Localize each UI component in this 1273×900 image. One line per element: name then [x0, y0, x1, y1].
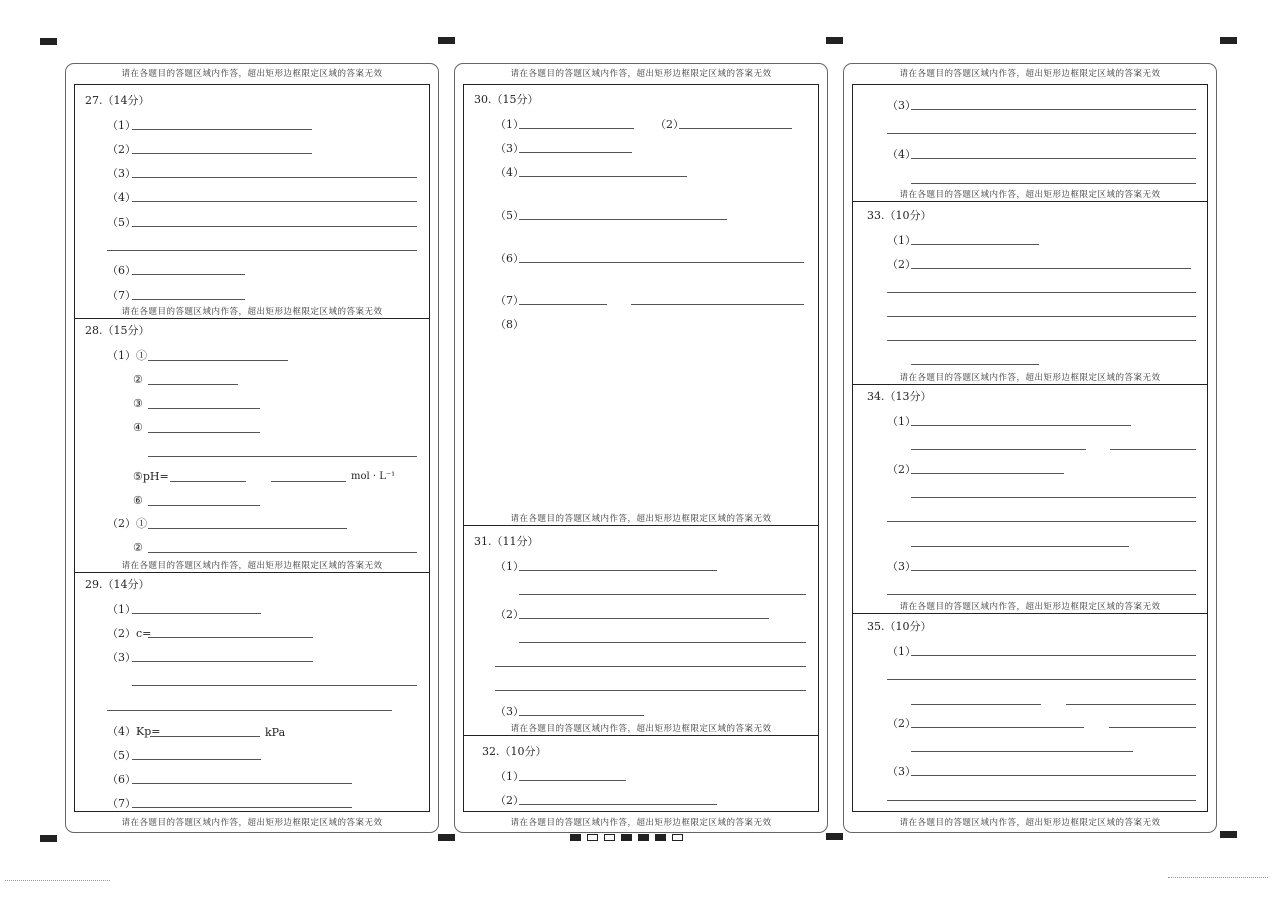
- item-label: （2）: [495, 794, 524, 807]
- item-label: （4）: [887, 148, 916, 161]
- answer-line[interactable]: [271, 481, 346, 482]
- answer-line[interactable]: [887, 800, 1196, 801]
- registration-mark: [438, 834, 455, 841]
- answer-line[interactable]: [519, 262, 804, 263]
- answer-line[interactable]: [132, 613, 261, 614]
- question-title: 35.（10分）: [867, 620, 932, 633]
- answer-line[interactable]: [519, 618, 769, 619]
- section-divider: [464, 735, 818, 736]
- answer-line[interactable]: [911, 655, 1196, 656]
- perforation: [1168, 877, 1268, 878]
- item-label: （2）: [887, 717, 916, 730]
- answer-line[interactable]: [148, 528, 347, 529]
- answer-line[interactable]: [132, 783, 352, 784]
- answer-line[interactable]: [132, 153, 312, 154]
- item-label: （3）: [495, 705, 524, 718]
- answer-line[interactable]: [911, 183, 1196, 184]
- answer-line[interactable]: [132, 177, 417, 178]
- registration-mark: [40, 835, 57, 842]
- answer-line[interactable]: [1066, 704, 1196, 705]
- item-label: （4）Kp=: [107, 725, 161, 738]
- item-label: ④: [133, 421, 143, 434]
- registration-mark: [1220, 37, 1237, 44]
- question-title: 31.（11分）: [474, 535, 539, 548]
- item-label: （1）: [495, 560, 524, 573]
- item-label: （2）: [495, 608, 524, 621]
- answer-line[interactable]: [519, 152, 632, 153]
- answer-line[interactable]: [495, 690, 806, 691]
- section-divider: [75, 318, 429, 319]
- notice: 请在各题目的答题区域内作答，超出矩形边框限定区域的答案无效: [899, 190, 1161, 200]
- answer-line[interactable]: [911, 775, 1196, 776]
- answer-line[interactable]: [1109, 727, 1196, 728]
- item-label: （5）: [107, 216, 136, 229]
- item-label: （3）: [887, 765, 916, 778]
- answer-line[interactable]: [519, 176, 687, 177]
- registration-mark: [1220, 831, 1237, 838]
- answer-line[interactable]: [887, 679, 1196, 680]
- item-label: （7）: [107, 289, 136, 302]
- item-label: （1）①: [107, 349, 147, 362]
- answer-line[interactable]: [495, 666, 806, 667]
- item-label: （2）: [107, 143, 136, 156]
- section-divider: [75, 572, 429, 573]
- item-label: （6）: [107, 773, 136, 786]
- answer-line[interactable]: [911, 268, 1191, 269]
- answer-line[interactable]: [519, 594, 806, 595]
- item-label: （1）: [495, 118, 524, 131]
- item-label: （1）: [887, 415, 916, 428]
- answer-line[interactable]: [132, 685, 417, 686]
- page-marker-empty: [587, 834, 598, 841]
- notice-bottom: 请在各题目的答题区域内作答，超出矩形边框限定区域的答案无效: [510, 818, 772, 828]
- item-label: （1）: [495, 770, 524, 783]
- answer-line[interactable]: [132, 661, 313, 662]
- registration-mark: [826, 833, 843, 840]
- notice: 请在各题目的答题区域内作答，超出矩形边框限定区域的答案无效: [121, 561, 383, 571]
- answer-line[interactable]: [911, 364, 1039, 365]
- notice: 请在各题目的答题区域内作答，超出矩形边框限定区域的答案无效: [899, 602, 1161, 612]
- page-marker-filled: [638, 834, 649, 841]
- answer-line[interactable]: [911, 570, 1196, 571]
- answer-line[interactable]: [911, 449, 1086, 450]
- answer-line[interactable]: [132, 807, 352, 808]
- item-label: （5）: [495, 209, 524, 222]
- item-label: （3）: [887, 560, 916, 573]
- question-title: 34.（13分）: [867, 390, 932, 403]
- answer-box: [463, 84, 819, 812]
- answer-line[interactable]: [132, 129, 312, 130]
- item-label: （3）: [107, 167, 136, 180]
- notice-top: 请在各题目的答题区域内作答，超出矩形边框限定区域的答案无效: [899, 69, 1161, 79]
- answer-column-2: [454, 63, 828, 833]
- answer-line[interactable]: [148, 456, 417, 457]
- answer-line[interactable]: [911, 546, 1129, 547]
- answer-line[interactable]: [148, 505, 260, 506]
- answer-line[interactable]: [519, 128, 634, 129]
- item-label: ③: [133, 397, 143, 410]
- item-label: （7）: [495, 294, 524, 307]
- item-label: （1）: [887, 234, 916, 247]
- question-title: 28.（15分）: [85, 324, 150, 337]
- registration-mark: [826, 37, 843, 44]
- page-marker-strip: [567, 834, 686, 843]
- answer-line[interactable]: [887, 316, 1196, 317]
- notice-top: 请在各题目的答题区域内作答，超出矩形边框限定区域的答案无效: [510, 69, 772, 79]
- question-title: 33.（10分）: [867, 209, 932, 222]
- answer-line[interactable]: [887, 340, 1196, 341]
- answer-line[interactable]: [887, 292, 1196, 293]
- item-label: （2）c=: [107, 627, 152, 640]
- item-label: （4）: [495, 166, 524, 179]
- answer-line[interactable]: [148, 408, 260, 409]
- answer-line[interactable]: [519, 642, 806, 643]
- section-divider: [853, 613, 1207, 614]
- question-title: 30.（15分）: [474, 93, 539, 106]
- answer-line[interactable]: [107, 250, 417, 251]
- item-label: （2）①: [107, 517, 147, 530]
- answer-line[interactable]: [887, 133, 1196, 134]
- answer-column-1: [65, 63, 439, 833]
- page-marker-filled: [570, 834, 581, 841]
- section-divider: [464, 525, 818, 526]
- answer-line[interactable]: [519, 804, 717, 805]
- answer-line[interactable]: [887, 521, 1196, 522]
- answer-line[interactable]: [148, 637, 313, 638]
- answer-line[interactable]: [519, 780, 626, 781]
- question-title: 32.（10分）: [482, 745, 547, 758]
- item-label: （7）: [107, 797, 136, 810]
- answer-line[interactable]: [148, 360, 288, 361]
- answer-line[interactable]: [911, 473, 1064, 474]
- item-label: （3）: [887, 99, 916, 112]
- registration-mark: [438, 37, 455, 44]
- answer-line[interactable]: [519, 715, 644, 716]
- item-label: （2）: [887, 463, 916, 476]
- item-label: （2）: [887, 258, 916, 271]
- notice-bottom: 请在各题目的答题区域内作答，超出矩形边框限定区域的答案无效: [899, 818, 1161, 828]
- item-label: （3）: [495, 142, 524, 155]
- item-label: ⑥: [133, 494, 143, 507]
- notice: 请在各题目的答题区域内作答，超出矩形边框限定区域的答案无效: [510, 514, 772, 524]
- notice-top: 请在各题目的答题区域内作答，超出矩形边框限定区域的答案无效: [121, 69, 383, 79]
- answer-line[interactable]: [1110, 449, 1196, 450]
- item-label: ②: [133, 541, 143, 554]
- answer-line[interactable]: [631, 304, 804, 305]
- item-label: （5）: [107, 749, 136, 762]
- page-marker-empty: [604, 834, 615, 841]
- answer-line[interactable]: [911, 497, 1196, 498]
- answer-line[interactable]: [132, 299, 245, 300]
- answer-line[interactable]: [911, 244, 1039, 245]
- item-label: （1）: [887, 645, 916, 658]
- answer-line[interactable]: [132, 201, 417, 202]
- item-label: （6）: [107, 264, 136, 277]
- answer-line[interactable]: [911, 158, 1196, 159]
- answer-line[interactable]: [911, 704, 1041, 705]
- answer-line[interactable]: [679, 128, 792, 129]
- answer-line[interactable]: [132, 759, 261, 760]
- answer-box: [74, 84, 430, 812]
- answer-line[interactable]: [107, 710, 392, 711]
- answer-line[interactable]: [150, 736, 260, 737]
- question-title: 27.（14分）: [85, 94, 150, 107]
- page-marker-filled: [655, 834, 666, 841]
- answer-line[interactable]: [911, 425, 1131, 426]
- notice: 请在各题目的答题区域内作答，超出矩形边框限定区域的答案无效: [121, 307, 383, 317]
- answer-line[interactable]: [148, 384, 238, 385]
- unit-label: kPa: [265, 726, 286, 739]
- answer-box: [852, 84, 1208, 812]
- item-label: （4）: [107, 191, 136, 204]
- section-divider: [853, 201, 1207, 202]
- answer-line[interactable]: [519, 219, 727, 220]
- question-title: 29.（14分）: [85, 578, 150, 591]
- answer-line[interactable]: [519, 304, 607, 305]
- answer-line[interactable]: [148, 432, 260, 433]
- item-label: （3）: [107, 651, 136, 664]
- section-divider: [853, 384, 1207, 385]
- answer-line[interactable]: [911, 751, 1133, 752]
- answer-line[interactable]: [132, 226, 417, 227]
- answer-line[interactable]: [132, 274, 245, 275]
- item-label: ②: [133, 373, 143, 386]
- item-label: （2）: [655, 118, 684, 131]
- answer-line[interactable]: [148, 552, 417, 553]
- answer-line[interactable]: [911, 727, 1084, 728]
- unit-label: mol · L⁻¹: [351, 471, 396, 482]
- item-label: （8）: [495, 318, 524, 331]
- item-label: ⑤pH=: [133, 470, 169, 483]
- answer-line[interactable]: [887, 594, 1196, 595]
- item-label: （6）: [495, 252, 524, 265]
- answer-line[interactable]: [911, 109, 1196, 110]
- perforation: [5, 880, 110, 881]
- answer-line[interactable]: [170, 481, 246, 482]
- answer-column-3: [843, 63, 1217, 833]
- notice: 请在各题目的答题区域内作答，超出矩形边框限定区域的答案无效: [899, 373, 1161, 383]
- registration-mark: [40, 38, 57, 45]
- page-marker-empty: [672, 834, 683, 841]
- page-marker-filled: [621, 834, 632, 841]
- notice: 请在各题目的答题区域内作答，超出矩形边框限定区域的答案无效: [510, 724, 772, 734]
- notice-bottom: 请在各题目的答题区域内作答，超出矩形边框限定区域的答案无效: [121, 818, 383, 828]
- answer-line[interactable]: [519, 570, 717, 571]
- item-label: （1）: [107, 119, 136, 132]
- item-label: （1）: [107, 603, 136, 616]
